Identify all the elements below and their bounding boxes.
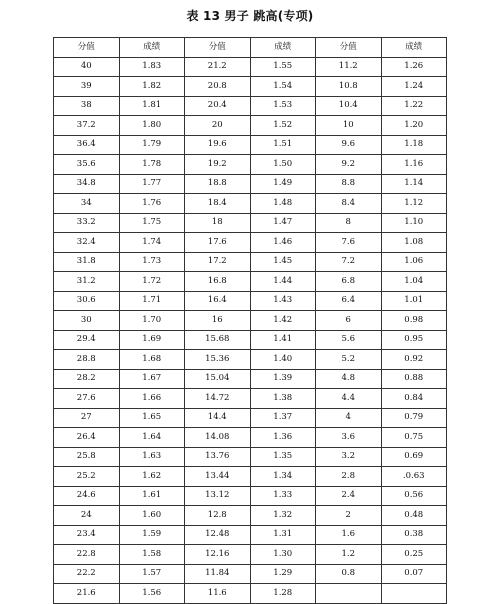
result-cell: 1.64 [119,428,185,448]
result-cell: 0.95 [381,330,447,350]
result-cell: 1.44 [250,272,316,292]
result-cell: 1.22 [381,96,447,116]
result-cell: 1.40 [250,350,316,370]
result-cell: 1.53 [250,96,316,116]
score-cell: 11.6 [185,584,251,604]
table-row [54,584,447,604]
score-cell: 35.6 [54,155,120,175]
result-cell: 1.76 [119,194,185,214]
score-cell: 8.8 [316,174,382,194]
score-cell: 25.2 [54,467,120,487]
result-cell: 1.50 [250,155,316,175]
table-row [54,311,447,331]
score-cell: 21.2 [185,57,251,77]
result-cell: 1.39 [250,369,316,389]
score-cell: 18.8 [185,174,251,194]
score-cell [316,584,382,604]
score-cell: 16 [185,311,251,331]
score-cell: 38 [54,96,120,116]
score-cell: 4 [316,408,382,428]
result-cell: 1.47 [250,213,316,233]
score-cell: 6.4 [316,291,382,311]
result-cell: 1.74 [119,233,185,253]
result-cell: 1.79 [119,135,185,155]
score-cell: 25.8 [54,447,120,467]
result-cell: 1.18 [381,135,447,155]
score-cell: 2 [316,506,382,526]
score-cell: 34.8 [54,174,120,194]
result-cell: 0.38 [381,525,447,545]
result-cell: 0.88 [381,369,447,389]
score-cell: 13.44 [185,467,251,487]
result-cell: 0.25 [381,545,447,565]
result-cell: 1.59 [119,525,185,545]
result-cell: 1.75 [119,213,185,233]
result-cell: 1.67 [119,369,185,389]
score-cell: 21.6 [54,584,120,604]
score-cell: 18 [185,213,251,233]
score-cell: 30 [54,311,120,331]
column-header-score: 分值 [185,38,251,58]
score-cell: 37.2 [54,116,120,136]
score-cell: 3.6 [316,428,382,448]
result-cell: 0.79 [381,408,447,428]
table-row [54,369,447,389]
result-cell: 1.57 [119,564,185,584]
table-row [54,135,447,155]
result-cell: 1.55 [250,57,316,77]
result-cell: 1.48 [250,194,316,214]
result-cell: 1.72 [119,272,185,292]
result-cell: 1.73 [119,252,185,272]
result-cell: 1.82 [119,77,185,97]
result-cell: 1.51 [250,135,316,155]
result-cell: 1.12 [381,194,447,214]
result-cell: 0.48 [381,506,447,526]
score-cell: 5.6 [316,330,382,350]
result-cell: 0.69 [381,447,447,467]
score-cell: 32.4 [54,233,120,253]
table-row [54,408,447,428]
result-cell: 1.10 [381,213,447,233]
result-cell: 1.49 [250,174,316,194]
result-cell: 1.32 [250,506,316,526]
result-cell: 1.58 [119,545,185,565]
result-cell: 1.41 [250,330,316,350]
result-cell: 1.14 [381,174,447,194]
score-cell: 24.6 [54,486,120,506]
score-cell: 6 [316,311,382,331]
result-cell: 1.38 [250,389,316,409]
table-row [54,467,447,487]
score-cell: 7.6 [316,233,382,253]
result-cell: 1.16 [381,155,447,175]
result-cell: 1.01 [381,291,447,311]
score-cell: 29.4 [54,330,120,350]
result-cell: 1.30 [250,545,316,565]
table-row [54,428,447,448]
score-cell: 14.72 [185,389,251,409]
result-cell: 1.81 [119,96,185,116]
table-row [54,252,447,272]
table-row [54,233,447,253]
result-cell: 1.69 [119,330,185,350]
score-cell: 34 [54,194,120,214]
result-cell: 1.78 [119,155,185,175]
score-cell: 19.6 [185,135,251,155]
score-cell: 17.2 [185,252,251,272]
result-cell: 1.80 [119,116,185,136]
table-row [54,525,447,545]
score-cell: 15.68 [185,330,251,350]
result-cell: 1.06 [381,252,447,272]
table-row [54,57,447,77]
result-cell: 0.84 [381,389,447,409]
table-row [54,506,447,526]
result-cell: 1.20 [381,116,447,136]
table-row [54,174,447,194]
score-cell: 4.8 [316,369,382,389]
score-cell: 11.2 [316,57,382,77]
table-row [54,545,447,565]
table-row [54,447,447,467]
score-cell: 16.8 [185,272,251,292]
result-cell: 1.77 [119,174,185,194]
table-row [54,213,447,233]
table-row [54,291,447,311]
score-cell: 27.6 [54,389,120,409]
result-cell: 1.66 [119,389,185,409]
score-cell: 12.48 [185,525,251,545]
result-cell: 1.45 [250,252,316,272]
score-cell: 26.4 [54,428,120,448]
score-cell: 5.2 [316,350,382,370]
result-cell: 1.46 [250,233,316,253]
score-cell: 11.84 [185,564,251,584]
score-cell: 2.8 [316,467,382,487]
score-cell: 30.6 [54,291,120,311]
result-cell: 1.61 [119,486,185,506]
table-row [54,96,447,116]
score-cell: 0.8 [316,564,382,584]
score-cell: 39 [54,77,120,97]
table-row [54,330,447,350]
table-body [54,57,447,603]
column-header-result: 成绩 [119,38,185,58]
score-cell: 3.2 [316,447,382,467]
result-cell: 1.54 [250,77,316,97]
score-cell: 40 [54,57,120,77]
result-cell: 1.31 [250,525,316,545]
result-cell: 0.07 [381,564,447,584]
score-cell: 15.04 [185,369,251,389]
score-cell: 28.2 [54,369,120,389]
score-cell: 33.2 [54,213,120,233]
table-row [54,272,447,292]
result-cell: 1.36 [250,428,316,448]
result-cell: 1.65 [119,408,185,428]
table-row [54,116,447,136]
score-cell: 19.2 [185,155,251,175]
result-cell: 1.29 [250,564,316,584]
score-cell: 18.4 [185,194,251,214]
result-cell: .0.63 [381,467,447,487]
result-cell: 1.43 [250,291,316,311]
score-cell: 13.12 [185,486,251,506]
result-cell: 1.33 [250,486,316,506]
score-cell: 9.6 [316,135,382,155]
score-cell: 4.4 [316,389,382,409]
result-cell: 1.52 [250,116,316,136]
column-header-score: 分值 [316,38,382,58]
result-cell: 0.75 [381,428,447,448]
score-cell: 24 [54,506,120,526]
table-row [54,77,447,97]
score-cell: 10.8 [316,77,382,97]
result-cell: 1.26 [381,57,447,77]
result-cell: 1.34 [250,467,316,487]
score-cell: 36.4 [54,135,120,155]
table-row [54,155,447,175]
table-row [54,564,447,584]
score-cell: 1.6 [316,525,382,545]
result-cell: 1.04 [381,272,447,292]
score-cell: 20.8 [185,77,251,97]
result-cell: 1.63 [119,447,185,467]
score-cell: 16.4 [185,291,251,311]
score-cell: 6.8 [316,272,382,292]
result-cell: 1.62 [119,467,185,487]
result-cell: 1.68 [119,350,185,370]
score-cell: 31.2 [54,272,120,292]
score-cell: 14.4 [185,408,251,428]
column-header-result: 成绩 [381,38,447,58]
table-row [54,389,447,409]
column-header-score: 分值 [54,38,120,58]
score-cell: 1.2 [316,545,382,565]
score-cell: 8.4 [316,194,382,214]
score-cell: 20.4 [185,96,251,116]
table-title: 表 13 男子 跳高(专项) [186,9,314,23]
result-cell: 1.28 [250,584,316,604]
result-cell: 1.71 [119,291,185,311]
result-cell: 1.24 [381,77,447,97]
result-cell: 1.70 [119,311,185,331]
result-cell: 1.35 [250,447,316,467]
table-row [54,350,447,370]
score-cell: 17.6 [185,233,251,253]
result-cell: 0.98 [381,311,447,331]
score-table [53,37,447,604]
header-row [54,38,447,58]
result-cell: 1.37 [250,408,316,428]
table-row [54,194,447,214]
score-cell: 27 [54,408,120,428]
result-cell: 0.92 [381,350,447,370]
score-cell: 13.76 [185,447,251,467]
column-header-result: 成绩 [250,38,316,58]
score-cell: 31.8 [54,252,120,272]
result-cell: 0.56 [381,486,447,506]
table-row [54,486,447,506]
score-cell: 28.8 [54,350,120,370]
score-cell: 10 [316,116,382,136]
score-cell: 23.4 [54,525,120,545]
score-cell: 12.8 [185,506,251,526]
score-cell: 7.2 [316,252,382,272]
result-cell: 1.60 [119,506,185,526]
score-cell: 8 [316,213,382,233]
score-cell: 15.36 [185,350,251,370]
result-cell: 1.42 [250,311,316,331]
score-cell: 12.16 [185,545,251,565]
result-cell [381,584,447,604]
score-cell: 10.4 [316,96,382,116]
score-cell: 2.4 [316,486,382,506]
score-cell: 20 [185,116,251,136]
score-cell: 22.8 [54,545,120,565]
score-cell: 14.08 [185,428,251,448]
score-cell: 22.2 [54,564,120,584]
result-cell: 1.83 [119,57,185,77]
result-cell: 1.56 [119,584,185,604]
score-cell: 9.2 [316,155,382,175]
result-cell: 1.08 [381,233,447,253]
